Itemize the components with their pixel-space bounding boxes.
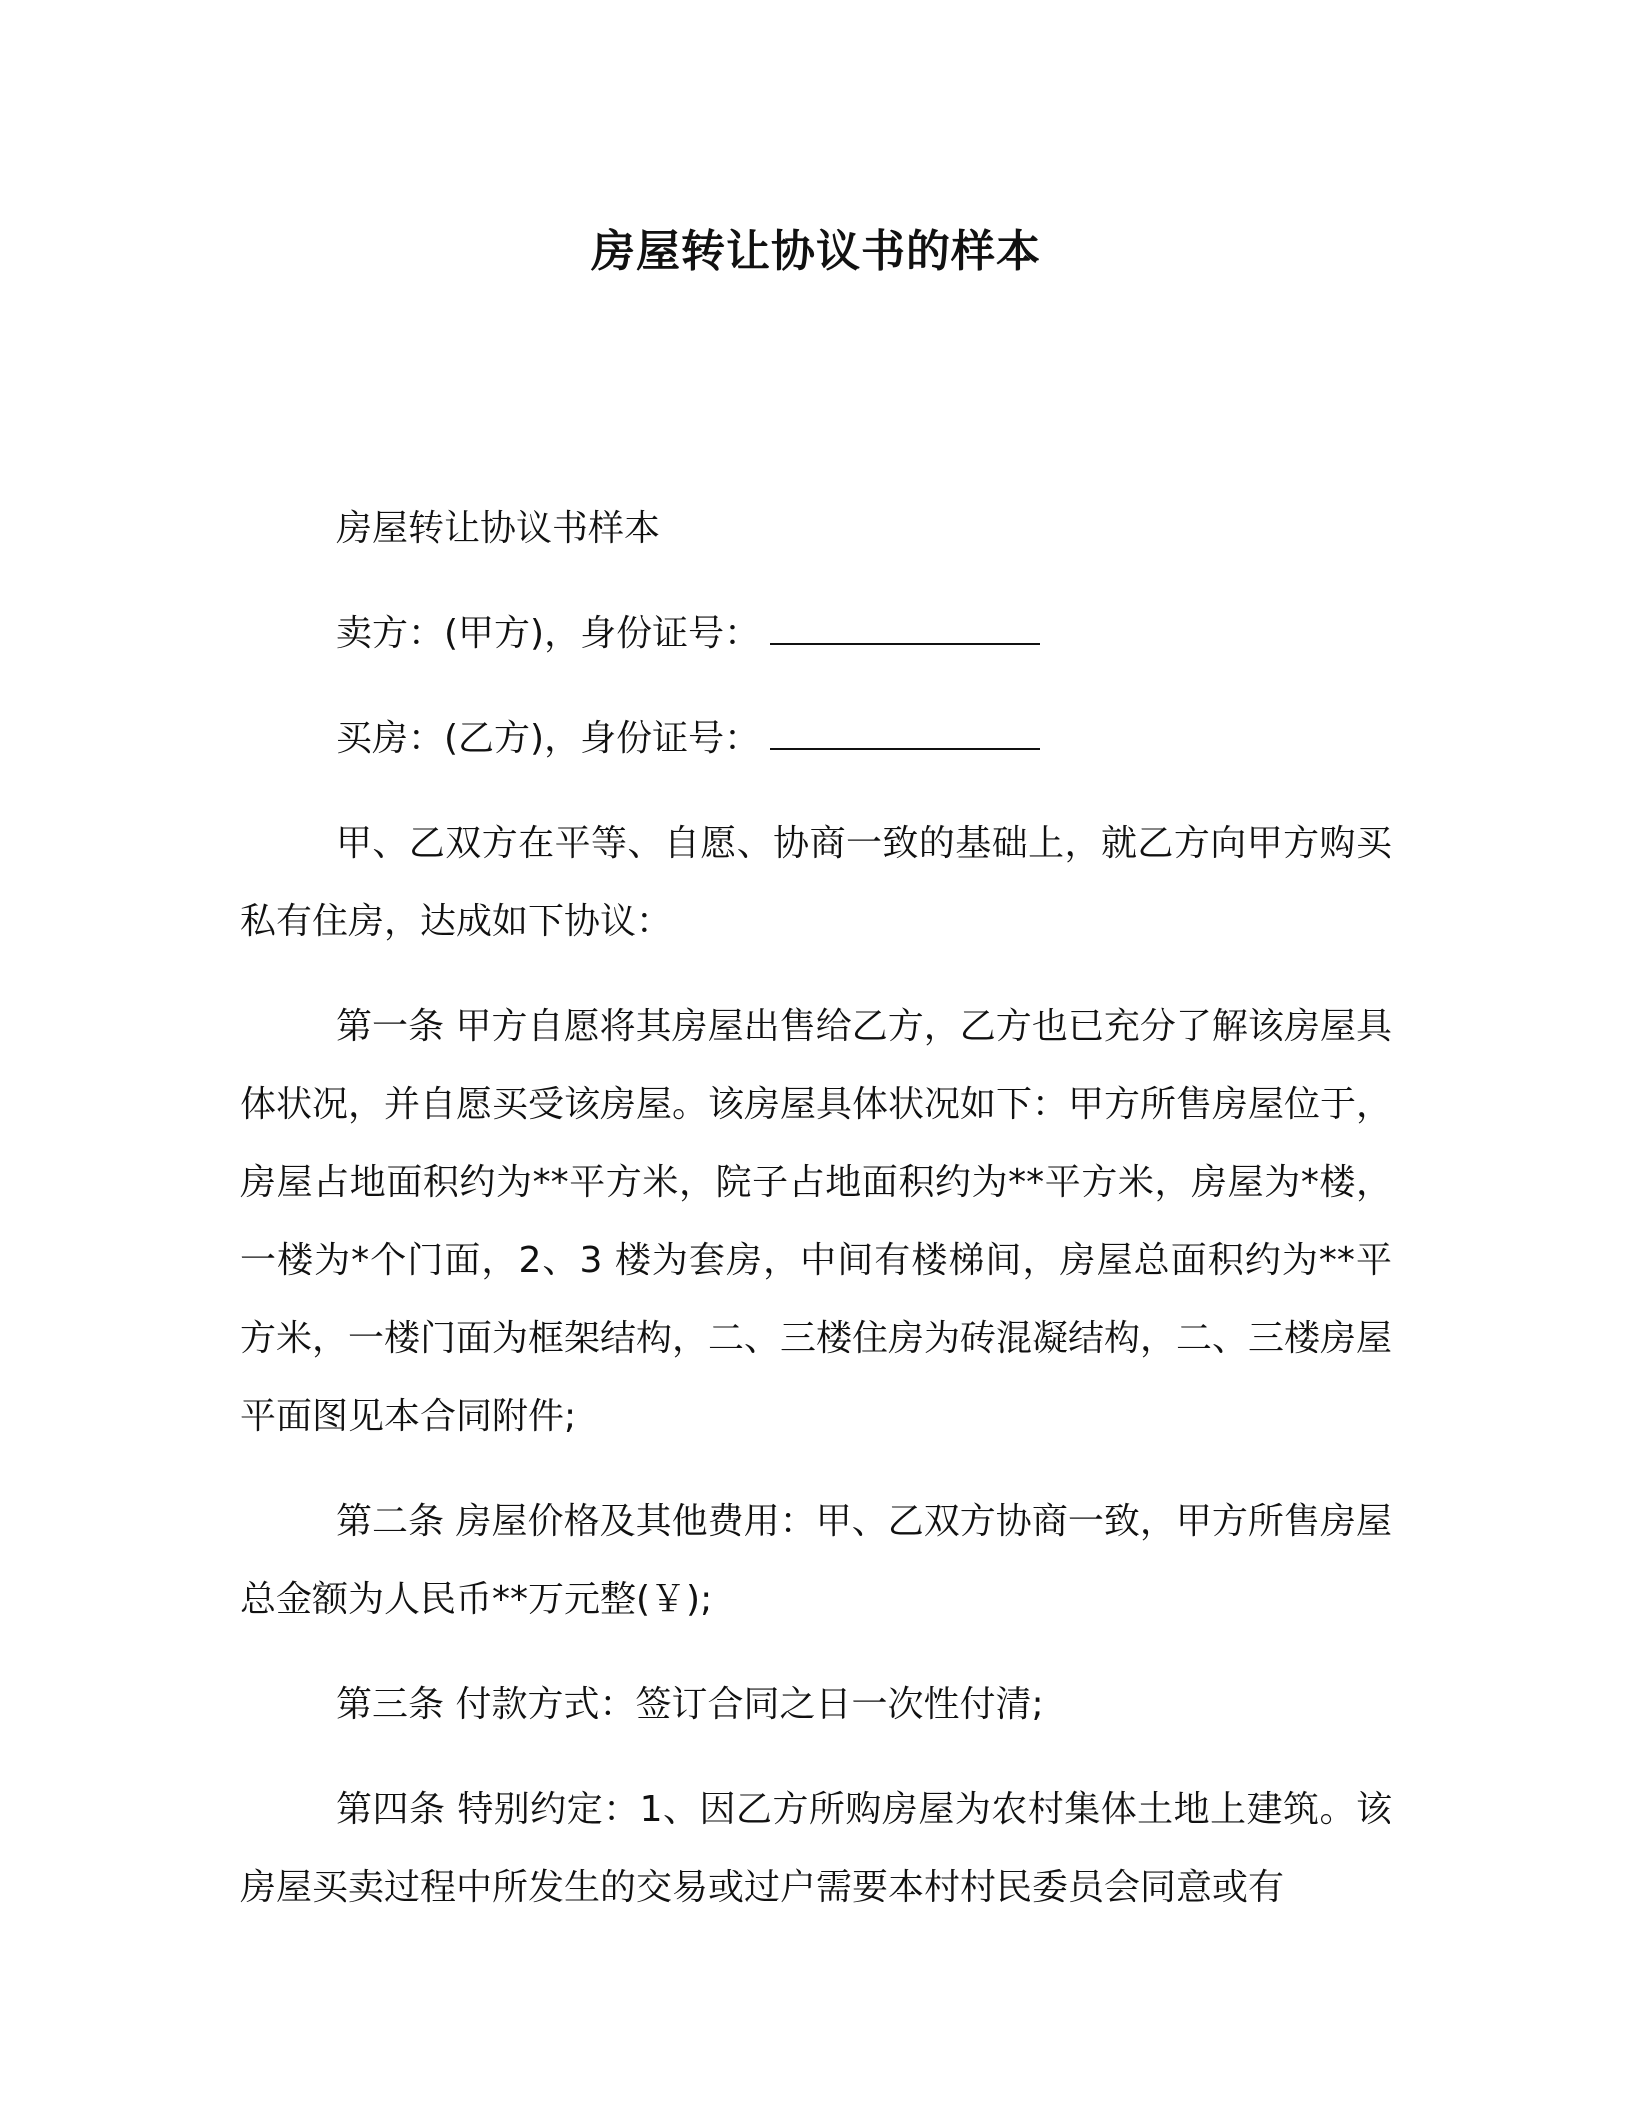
paragraph-article-1: 第一条 甲方自愿将其房屋出售给乙方，乙方也已充分了解该房屋具体状况，并自愿买受该房屋。该房屋具体状况如下：甲方所售房屋位于，房屋占地面积约为**平方米，院子占地面积约为**平方米，房屋为*楼，一楼为*个门面，2、3 楼为套房，中间有楼梯间，房屋总面积约为**平方米，一楼门面为框架结构，二、三楼住房为砖混凝结构，二、三楼房屋平面图见本合同附件; (240, 1006, 1393, 1437)
seller-line (240, 595, 1392, 673)
seller-id-blank (770, 613, 1040, 645)
seller-label: 卖方：(甲方)，身份证号： (336, 613, 761, 654)
paragraph-preamble: 甲、乙双方在平等、自愿、协商一致的基础上，就乙方向甲方购买私有住房，达成如下协议： (240, 823, 1392, 942)
document-title: 房屋转让协议书的样本 (591, 226, 1041, 277)
paragraph-article-2: 第二条 房屋价格及其他费用：甲、乙双方协商一致，甲方所售房屋总金额为人民币**万元整(￥); (240, 1501, 1392, 1620)
buyer-id-blank (770, 718, 1040, 750)
paragraph-article-4: 第四条 特别约定：1、因乙方所购房屋为农村集体土地上建筑。该房屋买卖过程中所发生的交易或过户需要本村村民委员会同意或有 (240, 1789, 1392, 1908)
paragraph-article-3: 第三条 付款方式：签订合同之日一次性付清; (336, 1684, 1044, 1725)
buyer-line (240, 700, 1392, 778)
document-body (240, 490, 1392, 1954)
document-subtitle: 房屋转让协议书样本 (336, 508, 661, 549)
buyer-label: 买房：(乙方)，身份证号： (336, 718, 761, 759)
